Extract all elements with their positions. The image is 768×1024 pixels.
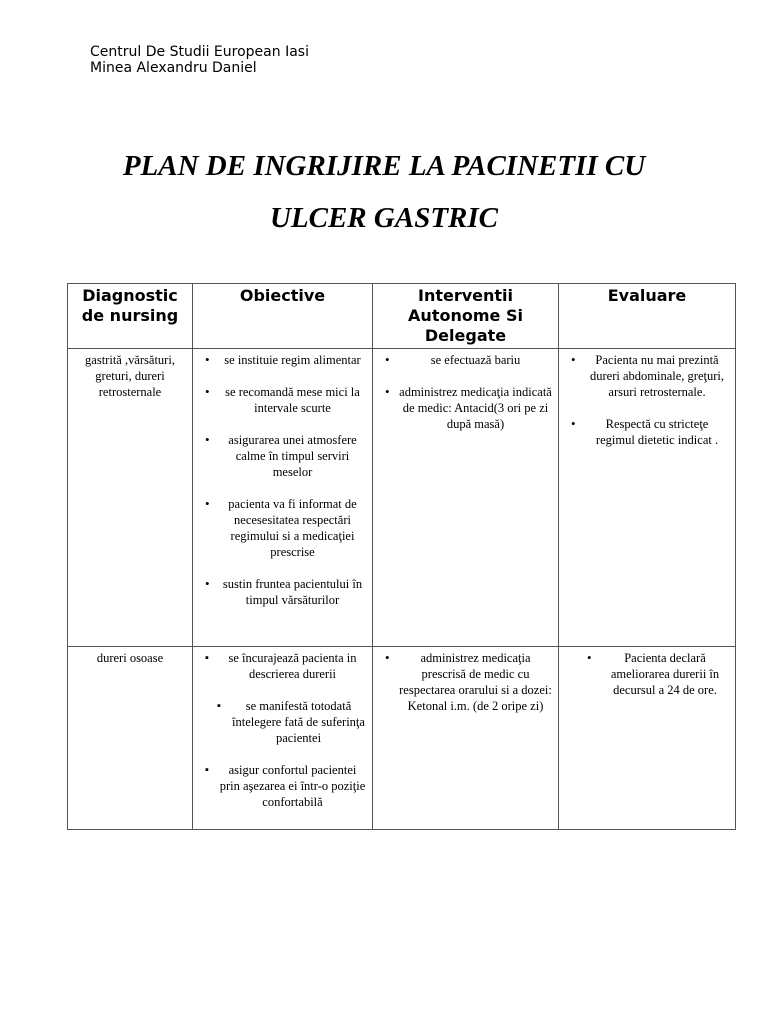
author-name: Minea Alexandru Daniel	[90, 60, 257, 76]
table-row	[68, 349, 736, 647]
obiective-cell	[193, 647, 373, 830]
list-item: • asigurarea unei atmosfere calme în timpul serviri meselor	[197, 432, 368, 480]
evaluare-cell	[559, 349, 736, 647]
obiective-cell	[193, 349, 373, 647]
interventii-list	[377, 352, 554, 432]
list-item: ▪ se încurajează pacienta in descrierea durerii	[197, 650, 368, 682]
title-line-1: PLAN DE INGRIJIRE LA PACINETII CU	[122, 150, 646, 182]
column-header-diagnostic: Diagnostic de nursing	[68, 284, 193, 349]
list-item: • administrez medicaţia prescrisă de medic cu respectarea orarului si a dozei: Ketonal i.m. (de 2 oripe zi)	[377, 650, 554, 714]
institution-name: Centrul De Studii European Iasi	[90, 44, 309, 60]
list-item: • se efectuază bariu	[377, 352, 554, 368]
table-header-row	[68, 284, 736, 349]
page-title	[0, 140, 768, 244]
evaluare-list	[563, 650, 731, 698]
obiective-list	[197, 650, 368, 810]
interventii-list	[377, 650, 554, 714]
title-line-2: ULCER GASTRIC	[269, 202, 499, 234]
column-header-interventii: Interventii Autonome Si Delegate	[373, 284, 559, 349]
column-header-evaluare: Evaluare	[559, 284, 736, 349]
interventii-cell	[373, 349, 559, 647]
list-item: • se instituie regim alimentar	[197, 352, 368, 368]
column-header-obiective: Obiective	[193, 284, 373, 349]
care-plan-table	[67, 283, 736, 830]
list-item: • Respectă cu stricteţe regimul dietetic indicat .	[563, 416, 731, 448]
list-item: • pacienta va fi informat de necesesitatea respectări regimului si a medicaţiei prescrise	[197, 496, 368, 560]
list-item: ▪ se manifestă totodată întelegere fată de suferinţa pacientei	[197, 698, 368, 746]
document-header	[90, 44, 309, 76]
list-item: • Pacienta declară ameliorarea durerii în decursul a 24 de ore.	[563, 650, 731, 698]
list-item: • sustin fruntea pacientului în timpul vărsăturilor	[197, 576, 368, 608]
diagnostic-cell: gastrită ,vărsături, greturi, dureri retrosternale	[68, 349, 193, 647]
list-item: • se recomandă mese mici la intervale scurte	[197, 384, 368, 416]
interventii-cell	[373, 647, 559, 830]
list-item: • Pacienta nu mai prezintă dureri abdominale, greţuri, arsuri retrosternale.	[563, 352, 731, 400]
evaluare-cell	[559, 647, 736, 830]
list-item: ▪ asigur confortul pacientei prin aşezarea ei într-o poziţie confortabilă	[197, 762, 368, 810]
table-row	[68, 647, 736, 830]
evaluare-list	[563, 352, 731, 448]
diagnostic-cell: dureri osoase	[68, 647, 193, 830]
obiective-list	[197, 352, 368, 608]
list-item: • administrez medicaţia indicată de medic: Antacid(3 ori pe zi după masă)	[377, 384, 554, 432]
